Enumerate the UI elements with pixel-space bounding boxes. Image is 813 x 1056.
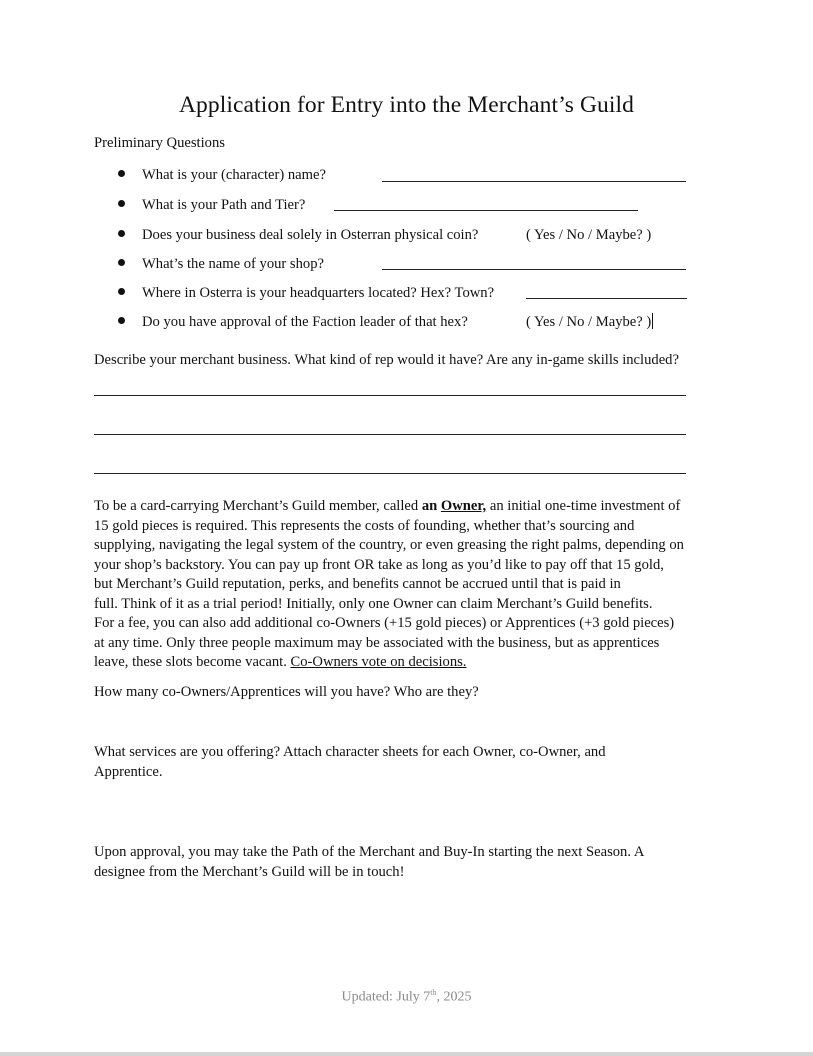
coowners-vote-note: Co-Owners vote on decisions. — [290, 654, 467, 670]
answer-line-path-tier[interactable] — [334, 210, 638, 211]
bullet-icon — [118, 317, 125, 324]
answer-options-coin[interactable]: ( Yes / No / Maybe? ) — [526, 227, 652, 243]
describe-line-3[interactable] — [94, 473, 686, 474]
answer-line-shop-name[interactable] — [382, 269, 686, 270]
owner-text-line: your shop’s backstory. You can pay up front OR take as long as you’d like to pay off that 15 gold, — [94, 556, 664, 573]
services-line: What services are you offering? Attach character sheets for each Owner, co-Owner, and — [94, 744, 606, 760]
owner-text-line: 15 gold pieces is required. This represents the costs of founding, whether that’s sourcing and — [94, 517, 635, 534]
owner-text-line: full. Think of it as a trial period! Initially, only one Owner can claim Merchant’s Guild benefits. — [94, 595, 653, 612]
approval-line: designee from the Merchant’s Guild will be in touch! — [94, 863, 405, 880]
updated-footer — [0, 988, 813, 1006]
owner-text: To be a card-carrying Merchant’s Guild member, called — [94, 498, 422, 514]
question-2: What is your Path and Tier? — [142, 197, 306, 213]
bullet-icon — [118, 288, 125, 295]
bullet-icon — [118, 259, 125, 266]
services-line: Apprentice. — [94, 763, 163, 780]
question-4: What’s the name of your shop? — [142, 256, 324, 272]
answer-line-headquarters[interactable] — [526, 298, 687, 299]
owner-paragraph — [94, 497, 744, 673]
question-6: Do you have approval of the Faction leader of that hex? — [142, 314, 468, 330]
preliminary-heading: Preliminary Questions — [94, 135, 225, 151]
answer-options-text: ( Yes / No / Maybe? ) — [526, 314, 652, 330]
question-1: What is your (character) name? — [142, 167, 326, 183]
coowners-question: How many co-Owners/Apprentices will you have? Who are they? — [94, 684, 479, 700]
approval-line: Upon approval, you may take the Path of the Merchant and Buy-In starting the next Season. A — [94, 844, 645, 860]
owner-text-line: For a fee, you can also add additional co-Owners (+15 gold pieces) or Apprentices (+3 gold pieces) — [94, 615, 675, 631]
owner-text: leave, these slots become vacant. — [94, 654, 291, 670]
approval-text — [94, 843, 744, 882]
bullet-icon — [118, 200, 125, 207]
footer-date: Updated: July 7 — [341, 989, 431, 1005]
bullet-icon — [118, 170, 125, 177]
answer-line-name[interactable] — [382, 181, 686, 182]
footer-year: , 2025 — [436, 989, 472, 1005]
owner-text-line: at any time. Only three people maximum may be associated with the business, but as apprentices — [94, 634, 660, 651]
owner-term: Owner, — [440, 498, 487, 514]
owner-text-line: supplying, navigating the legal system of the country, or even greasing the right palms, depending on — [94, 537, 684, 553]
bullet-icon — [118, 230, 125, 237]
footer-ordinal: th — [430, 988, 437, 997]
answer-options-approval[interactable] — [526, 313, 653, 333]
text-cursor — [652, 313, 653, 329]
describe-line-1[interactable] — [94, 395, 686, 396]
question-3: Does your business deal solely in Osterran physical coin? — [142, 227, 479, 243]
question-5: Where in Osterra is your headquarters located? Hex? Town? — [142, 285, 495, 301]
page-title: Application for Entry into the Merchant’s Guild — [178, 92, 635, 118]
describe-line-2[interactable] — [94, 434, 686, 435]
services-question — [94, 743, 744, 782]
page-edge — [0, 1052, 813, 1056]
owner-text-line: but Merchant’s Guild reputation, perks, and benefits cannot be accrued until that is paid in — [94, 576, 621, 592]
owner-text: an initial one-time investment of — [486, 498, 681, 514]
describe-prompt: Describe your merchant business. What kind of rep would it have? Are any in-game skills included? — [94, 352, 679, 368]
owner-bold-text: an — [421, 498, 441, 514]
